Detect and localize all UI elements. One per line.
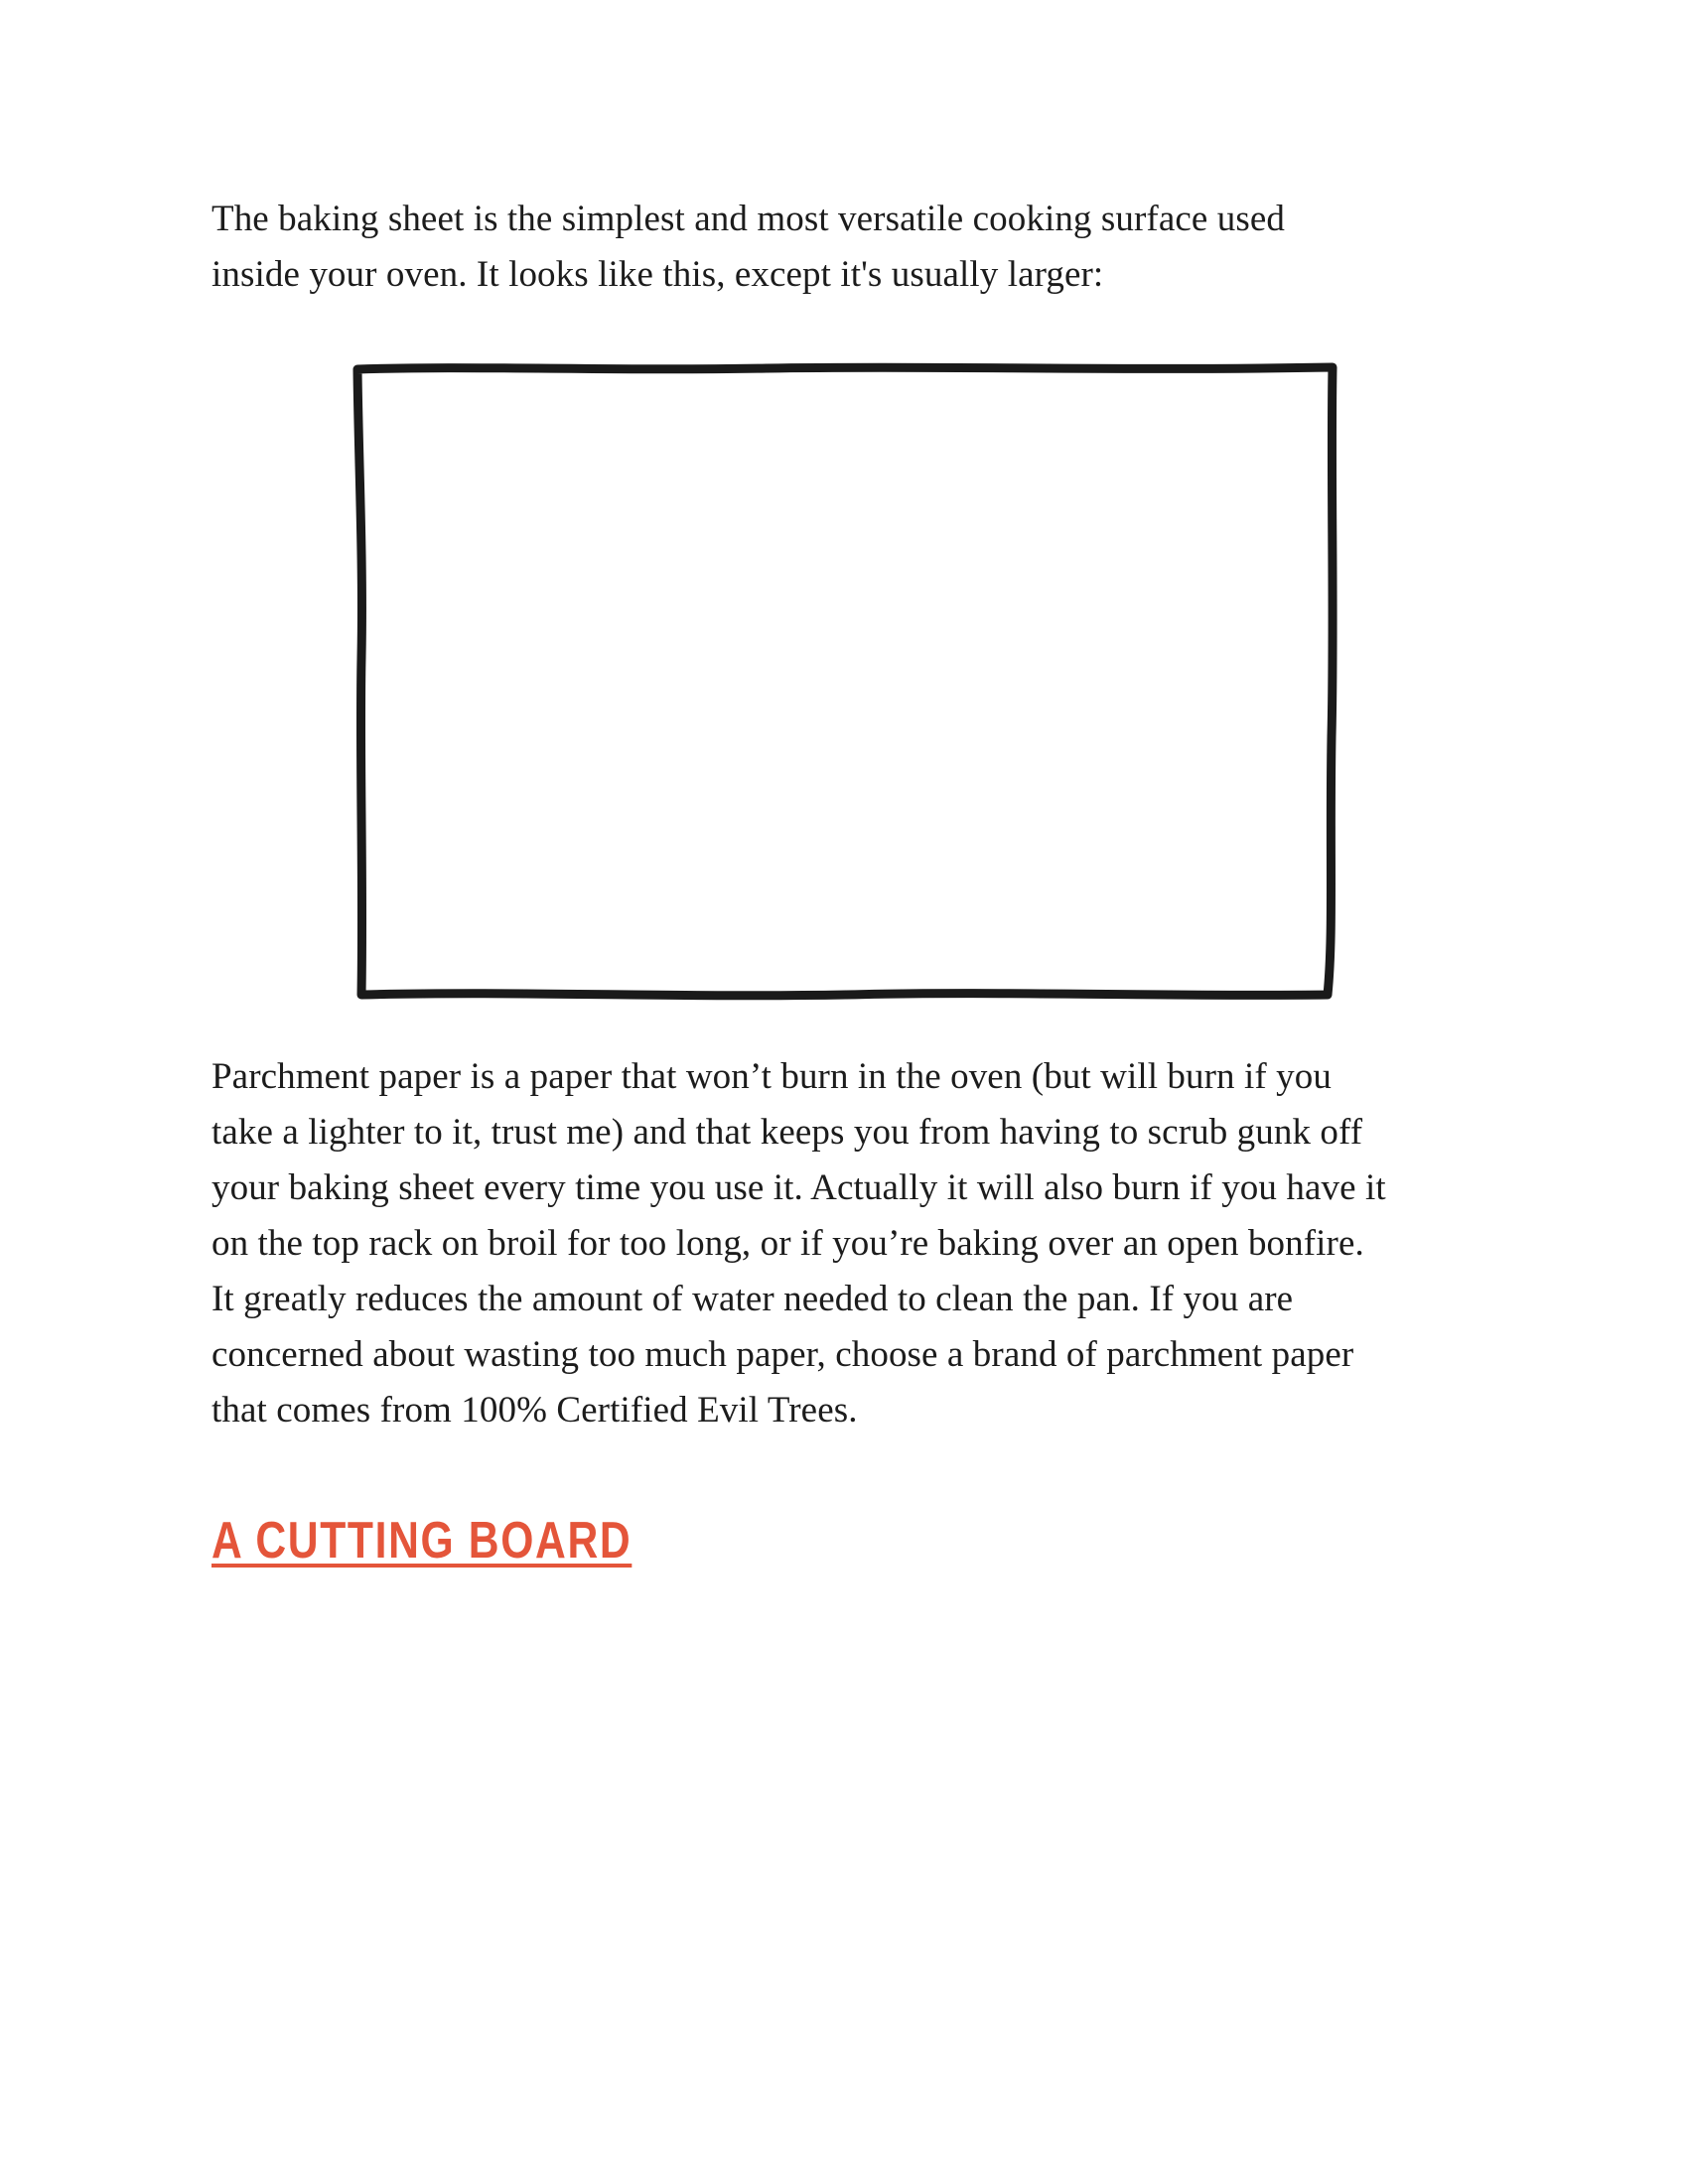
intro-paragraph (211, 192, 1502, 303)
parchment-paragraph (211, 1049, 1502, 1438)
baking-sheet-illustration (350, 359, 1340, 1007)
section-heading-cutting-board: A CUTTING BOARD (211, 1512, 633, 1570)
parchment-line: It greatly reduces the amount of water needed to clean the pan. If you are (211, 1279, 1294, 1319)
parchment-line: concerned about wasting too much paper, choose a brand of parchment paper (211, 1334, 1354, 1375)
parchment-line: on the top rack on broil for too long, or if you’re baking over an open bonfire. (211, 1223, 1364, 1264)
baking-sheet-outline-icon (350, 359, 1340, 1007)
intro-line: inside your oven. It looks like this, except it's usually larger: (211, 254, 1104, 295)
intro-line: The baking sheet is the simplest and most versatile cooking surface used (211, 199, 1285, 239)
parchment-line: that comes from 100% Certified Evil Trees. (211, 1390, 858, 1431)
parchment-line: your baking sheet every time you use it. Actually it will also burn if you have it (211, 1167, 1386, 1208)
parchment-line: Parchment paper is a paper that won’t burn in the oven (but will burn if you (211, 1056, 1332, 1097)
parchment-line: take a lighter to it, trust me) and that keeps you from having to scrub gunk off (211, 1112, 1363, 1153)
